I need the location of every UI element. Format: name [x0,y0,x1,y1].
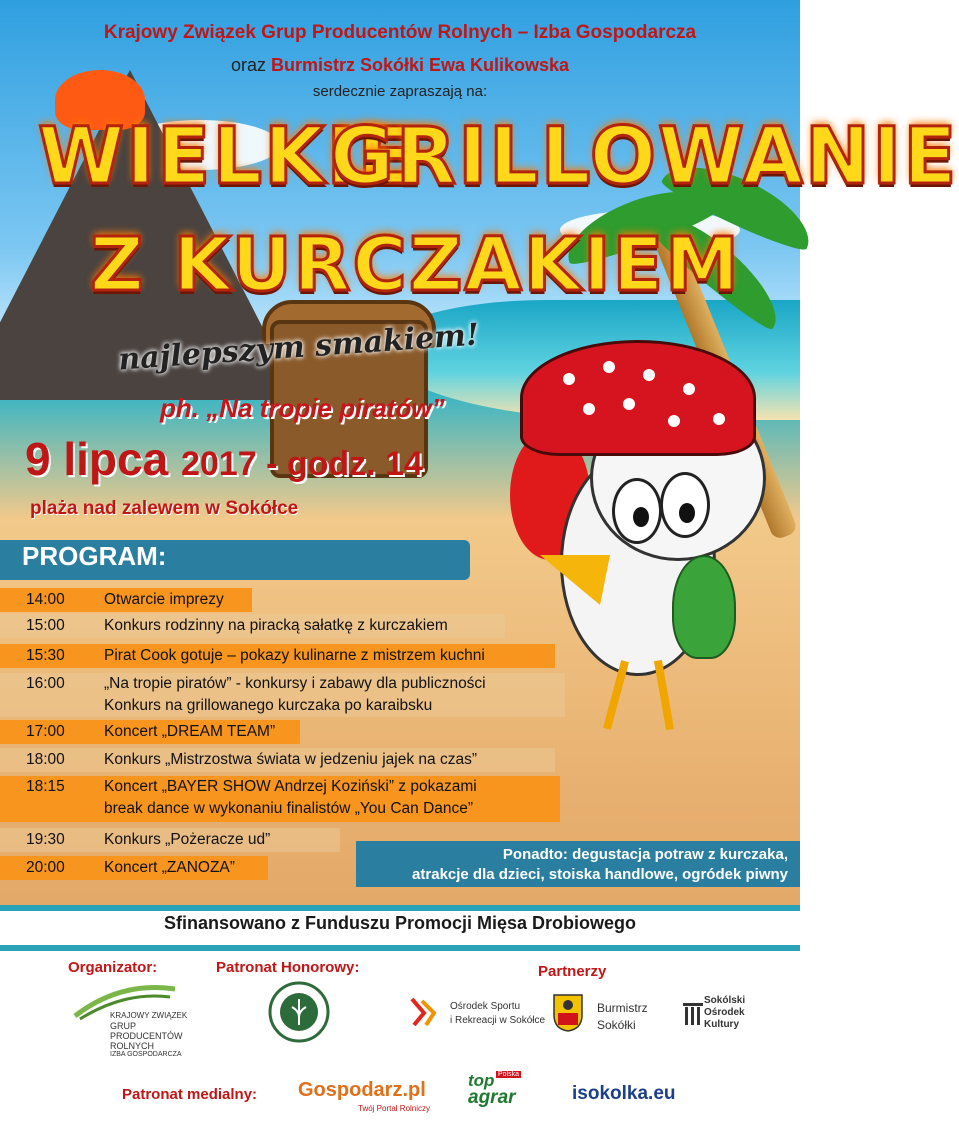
kzgpr-line5: IZBA GOSPODARCZA [110,1051,182,1058]
kzgpr-line2: GRUP [110,1021,137,1031]
program-row [0,720,300,744]
funding-text: Sfinansowano z Funduszu Promocji Mięsa Drobiowego [163,913,637,933]
patronage-label: Patronat Honorowy: [216,959,360,976]
rooster-leg [654,660,674,730]
extras-line-1: Ponadto: degustacja potraw z kurczaka, [502,846,788,863]
program-text: Koncert „DREAM TEAM” [104,723,276,740]
tagline: najlepszym smakiem! [117,317,481,378]
kzgpr-line3: PRODUCENTÓW [110,1031,183,1041]
topagrar-top: top [468,1071,495,1090]
program-row [0,748,555,772]
program-time: 15:30 [26,647,65,664]
rooster-eye [612,478,662,544]
program-text: Konkurs rodzinny na piracką sałatkę z kurczakiem [104,617,448,634]
mayor-line [0,55,800,76]
sokolka-coat-of-arms [552,993,584,1033]
osir-logo [408,995,438,1029]
rooster-beak [540,555,610,605]
program-time: 14:00 [26,591,65,608]
program-row [0,588,252,612]
topagrar-badge: Polska [498,1071,520,1078]
theme-subtitle: ph. „Na tropie piratów” [160,393,445,423]
sok-line3: Kultury [704,1019,739,1030]
connector-text: oraz [230,55,266,75]
program-time: 18:15 [26,778,65,795]
title-word-1: WIELKIE [38,112,413,202]
program-heading: PROGRAM: [22,541,167,571]
sok-line2: Ośrodek [704,1007,745,1018]
program-text: Koncert „BAYER SHOW Andrzej Koziński” z pokazami [104,778,477,795]
kzgpr-line4: ROLNYCH [110,1041,155,1051]
isokolka-logo: isokolka.eu [572,1083,676,1104]
program-text-line2: Konkurs na grillowanego kurczaka po karaibsku [104,697,433,714]
kzgpr-line1: KRAJOWY ZWIĄZEK [110,1011,188,1020]
title-word-2: GRILLOWANIE [330,112,959,202]
program-time: 15:00 [26,617,65,634]
sok-line1: Sokólski [704,995,746,1006]
sok-logo [683,1001,703,1029]
program-text: Konkurs „Mistrzostwa świata w jedzeniu jajek na czas” [104,751,477,768]
gospodarz-logo: Gospodarz.pl [298,1079,426,1101]
program-time: 18:00 [26,751,65,768]
title-line-2: Z KURCZAKIEM [90,222,741,308]
mayor-name: Burmistrz Sokółki Ewa Kulikowska [270,55,570,75]
burmistrz-line2: Sokółki [597,1018,636,1032]
partners-label: Partnerzy [538,963,607,980]
organizer-label: Organizator: [68,959,158,976]
program-text: Koncert „ZANOZA” [104,859,235,876]
media-label: Patronat medialny: [122,1086,258,1103]
osir-line1: Ośrodek Sportu [450,1001,521,1012]
program-text: Konkurs „Pożeracze ud” [104,831,271,848]
program-row [0,856,268,880]
program-row [0,828,340,852]
sponsors-section [0,951,800,1129]
program-text: Otwarcie imprezy [104,591,224,608]
program-text: „Na tropie piratów” - konkursy i zabawy dla publiczności [104,675,486,692]
topagrar-logo [466,1069,532,1115]
ministry-seal-logo [268,981,330,1043]
program-row [0,614,505,638]
program-time: 20:00 [26,859,65,876]
pirate-bandana [520,340,756,456]
gospodarz-tagline: Twój Portal Rolniczy [358,1104,431,1113]
event-date-year-time: 2017 - godz. 14 [180,445,423,483]
osir-line2: i Rekreacji w Sokółce [450,1015,546,1026]
burmistrz-line1: Burmistrz [597,1001,648,1015]
event-date-day: 9 lipca [25,433,169,485]
organizer-line: Krajowy Związek Grup Producentów Rolnych – Izba Gospodarcza [103,22,697,43]
extras-line-2: atrakcje dla dzieci, stoiska handlowe, ogródek piwny [412,866,788,883]
parrot-illustration [672,555,736,659]
event-date [25,432,423,486]
topagrar-bottom: agrar [468,1087,516,1108]
invitation-text: serdecznie zapraszają na: [312,83,488,100]
program-row [0,644,555,668]
program-text-line2: break dance w wykonaniu finalistów „You Can Dance” [104,800,474,817]
program-time: 17:00 [26,723,65,740]
rooster-eye [660,472,710,538]
program-time: 16:00 [26,675,65,692]
program-time: 19:30 [26,831,65,848]
program-text: Pirat Cook gotuje – pokazy kulinarne z mistrzem kuchni [104,647,485,664]
event-place: plaża nad zalewem w Sokółce [30,498,299,519]
